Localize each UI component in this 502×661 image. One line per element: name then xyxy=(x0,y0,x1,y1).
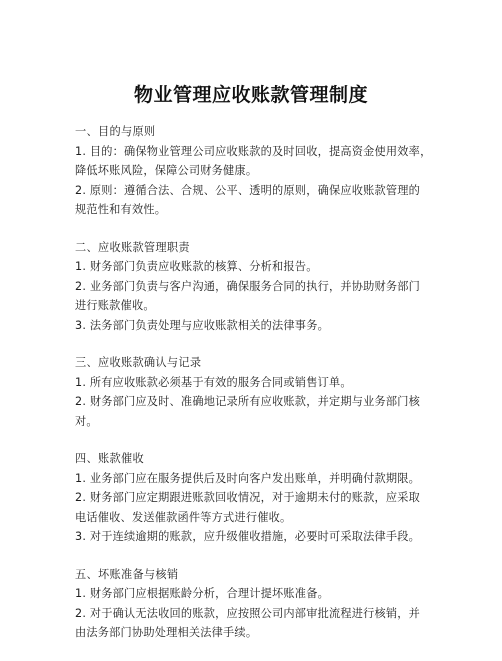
paragraph-line: 1. 财务部门负责应收账款的核算、分析和报告。 xyxy=(75,260,318,273)
paragraph-line: 2. 对于确认无法收回的账款，应按照公司内部审批流程进行核销，并 xyxy=(75,606,421,620)
section-responsibilities xyxy=(75,238,445,336)
section-bad-debt xyxy=(75,565,445,643)
paragraph-line: 由法务部门协助处理相关法律手续。 xyxy=(75,626,258,639)
paragraph-line: 1. 业务部门应在服务提供后及时向客户发出账单，并明确付款期限。 xyxy=(75,471,421,485)
section-heading: 一、目的与原则 xyxy=(75,125,156,138)
section-heading: 四、账款催收 xyxy=(75,452,144,465)
paragraph-line: 2. 原则：遵循合法、合规、公平、透明的原则，确保应收账款管理的 xyxy=(75,183,421,197)
paragraph-line: 对。 xyxy=(75,414,98,428)
paragraph-line: 1. 财务部门应根据账龄分析，合理计提坏账准备。 xyxy=(75,587,329,600)
paragraph-line: 电话催收、发送催款函件等方式进行催收。 xyxy=(75,510,292,524)
document-title: 物业管理应收账款管理制度 xyxy=(133,84,368,106)
section-collection xyxy=(75,449,445,547)
paragraph-line: 降低坏账风险，保障公司财务健康。 xyxy=(75,164,258,177)
paragraph-line: 1. 所有应收账款必须基于有效的服务合同或销售订单。 xyxy=(75,375,352,389)
section-heading: 三、应收账款确认与记录 xyxy=(75,356,202,369)
paragraph-line: 2. 财务部门应定期跟进账款回收情况，对于逾期未付的账款，应采取 xyxy=(75,491,421,504)
paragraph-line: 1. 目的：确保物业管理公司应收账款的及时回收，提高资金使用效率， xyxy=(75,144,432,158)
paragraph-line: 3. 法务部门负责处理与应收账款相关的法律事务。 xyxy=(75,318,329,332)
section-heading: 二、应收账款管理职责 xyxy=(75,240,190,254)
paragraph-line: 进行账款催收。 xyxy=(75,299,155,312)
section-heading: 五、坏账准备与核销 xyxy=(75,567,179,581)
section-recognition-recording xyxy=(75,353,445,431)
paragraph-line: 规范性和有效性。 xyxy=(75,203,167,216)
document-body xyxy=(75,122,445,661)
paragraph-line: 2. 财务部门应及时、准确地记录所有应收账款，并定期与业务部门核 xyxy=(75,395,421,408)
paragraph-line: 3. 对于连续逾期的账款，应升级催收措施，必要时可采取法律手段。 xyxy=(75,530,421,543)
paragraph-line: 2. 业务部门负责与客户沟通，确保服务合同的执行，并协助财务部门 xyxy=(75,279,421,293)
section-purpose-principles xyxy=(75,122,445,220)
